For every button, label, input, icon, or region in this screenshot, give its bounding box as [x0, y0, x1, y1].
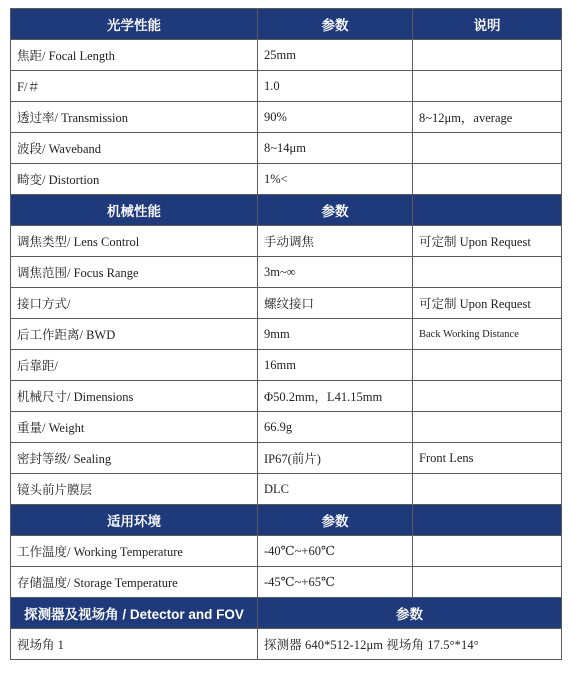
row-note: Front Lens — [413, 443, 562, 474]
row-value: DLC — [258, 474, 413, 505]
row-note — [413, 71, 562, 102]
optical-header-param: 参数 — [258, 9, 413, 40]
row-label: 密封等级/ Sealing — [11, 443, 258, 474]
row-label: 重量/ Weight — [11, 412, 258, 443]
row-value: 25mm — [258, 40, 413, 71]
table-row — [11, 226, 562, 257]
row-note — [413, 412, 562, 443]
row-label: 畸变/ Distortion — [11, 164, 258, 195]
row-value: 16mm — [258, 350, 413, 381]
row-label: 后靠距/ — [11, 350, 258, 381]
environment-header-label: 适用环境 — [11, 505, 258, 536]
row-label: 调焦范围/ Focus Range — [11, 257, 258, 288]
row-note: 可定制 Upon Request — [413, 288, 562, 319]
table-row — [11, 629, 562, 660]
row-value: 1.0 — [258, 71, 413, 102]
row-value: -40℃~+60℃ — [258, 536, 413, 567]
row-label: 工作温度/ Working Temperature — [11, 536, 258, 567]
mechanical-header-param: 参数 — [258, 195, 413, 226]
table-row — [11, 536, 562, 567]
table-row — [11, 381, 562, 412]
table-row — [11, 350, 562, 381]
row-label: 透过率/ Transmission — [11, 102, 258, 133]
row-note: 可定制 Upon Request — [413, 226, 562, 257]
detector-header-param: 参数 — [258, 598, 562, 629]
row-value: 90% — [258, 102, 413, 133]
mechanical-header-note — [413, 195, 562, 226]
optical-header-row — [11, 9, 562, 40]
spec-sheet — [10, 8, 561, 660]
table-row — [11, 474, 562, 505]
detector-header-row — [11, 598, 562, 629]
row-note — [413, 567, 562, 598]
row-note — [413, 536, 562, 567]
environment-header-row — [11, 505, 562, 536]
detector-header-label: 探测器及视场角 / Detector and FOV — [11, 598, 258, 629]
row-note — [413, 40, 562, 71]
row-label: 后工作距离/ BWD — [11, 319, 258, 350]
mechanical-header-label: 机械性能 — [11, 195, 258, 226]
environment-header-param: 参数 — [258, 505, 413, 536]
table-row — [11, 443, 562, 474]
environment-header-note — [413, 505, 562, 536]
row-value: -45℃~+65℃ — [258, 567, 413, 598]
table-row — [11, 71, 562, 102]
row-label: 视场角 1 — [11, 629, 258, 660]
row-label: 镜头前片膜层 — [11, 474, 258, 505]
row-label: F/＃ — [11, 71, 258, 102]
row-value: 3m~∞ — [258, 257, 413, 288]
mechanical-header-row — [11, 195, 562, 226]
table-row — [11, 40, 562, 71]
row-note — [413, 474, 562, 505]
table-row — [11, 288, 562, 319]
table-row — [11, 412, 562, 443]
row-value: Φ50.2mm，L41.15mm — [258, 381, 413, 412]
row-note — [413, 381, 562, 412]
table-row — [11, 257, 562, 288]
row-note — [413, 164, 562, 195]
row-label: 调焦类型/ Lens Control — [11, 226, 258, 257]
optical-header-label: 光学性能 — [11, 9, 258, 40]
row-label: 焦距/ Focal Length — [11, 40, 258, 71]
row-value: 螺纹接口 — [258, 288, 413, 319]
row-value: 1%< — [258, 164, 413, 195]
table-row — [11, 164, 562, 195]
optical-header-note: 说明 — [413, 9, 562, 40]
row-label: 存储温度/ Storage Temperature — [11, 567, 258, 598]
table-row — [11, 567, 562, 598]
row-note — [413, 350, 562, 381]
table-row — [11, 319, 562, 350]
spec-table — [10, 8, 562, 660]
row-note: Back Working Distance — [413, 319, 562, 350]
row-value: IP67(前片) — [258, 443, 413, 474]
row-note — [413, 133, 562, 164]
row-value: 8~14μm — [258, 133, 413, 164]
table-row — [11, 133, 562, 164]
row-label: 机械尺寸/ Dimensions — [11, 381, 258, 412]
table-row — [11, 102, 562, 133]
row-value: 手动调焦 — [258, 226, 413, 257]
row-note: 8~12μm，average — [413, 102, 562, 133]
row-label: 波段/ Waveband — [11, 133, 258, 164]
row-value: 9mm — [258, 319, 413, 350]
row-value: 探测器 640*512-12μm 视场角 17.5°*14° — [258, 629, 562, 660]
row-label: 接口方式/ — [11, 288, 258, 319]
row-value: 66.9g — [258, 412, 413, 443]
row-note — [413, 257, 562, 288]
